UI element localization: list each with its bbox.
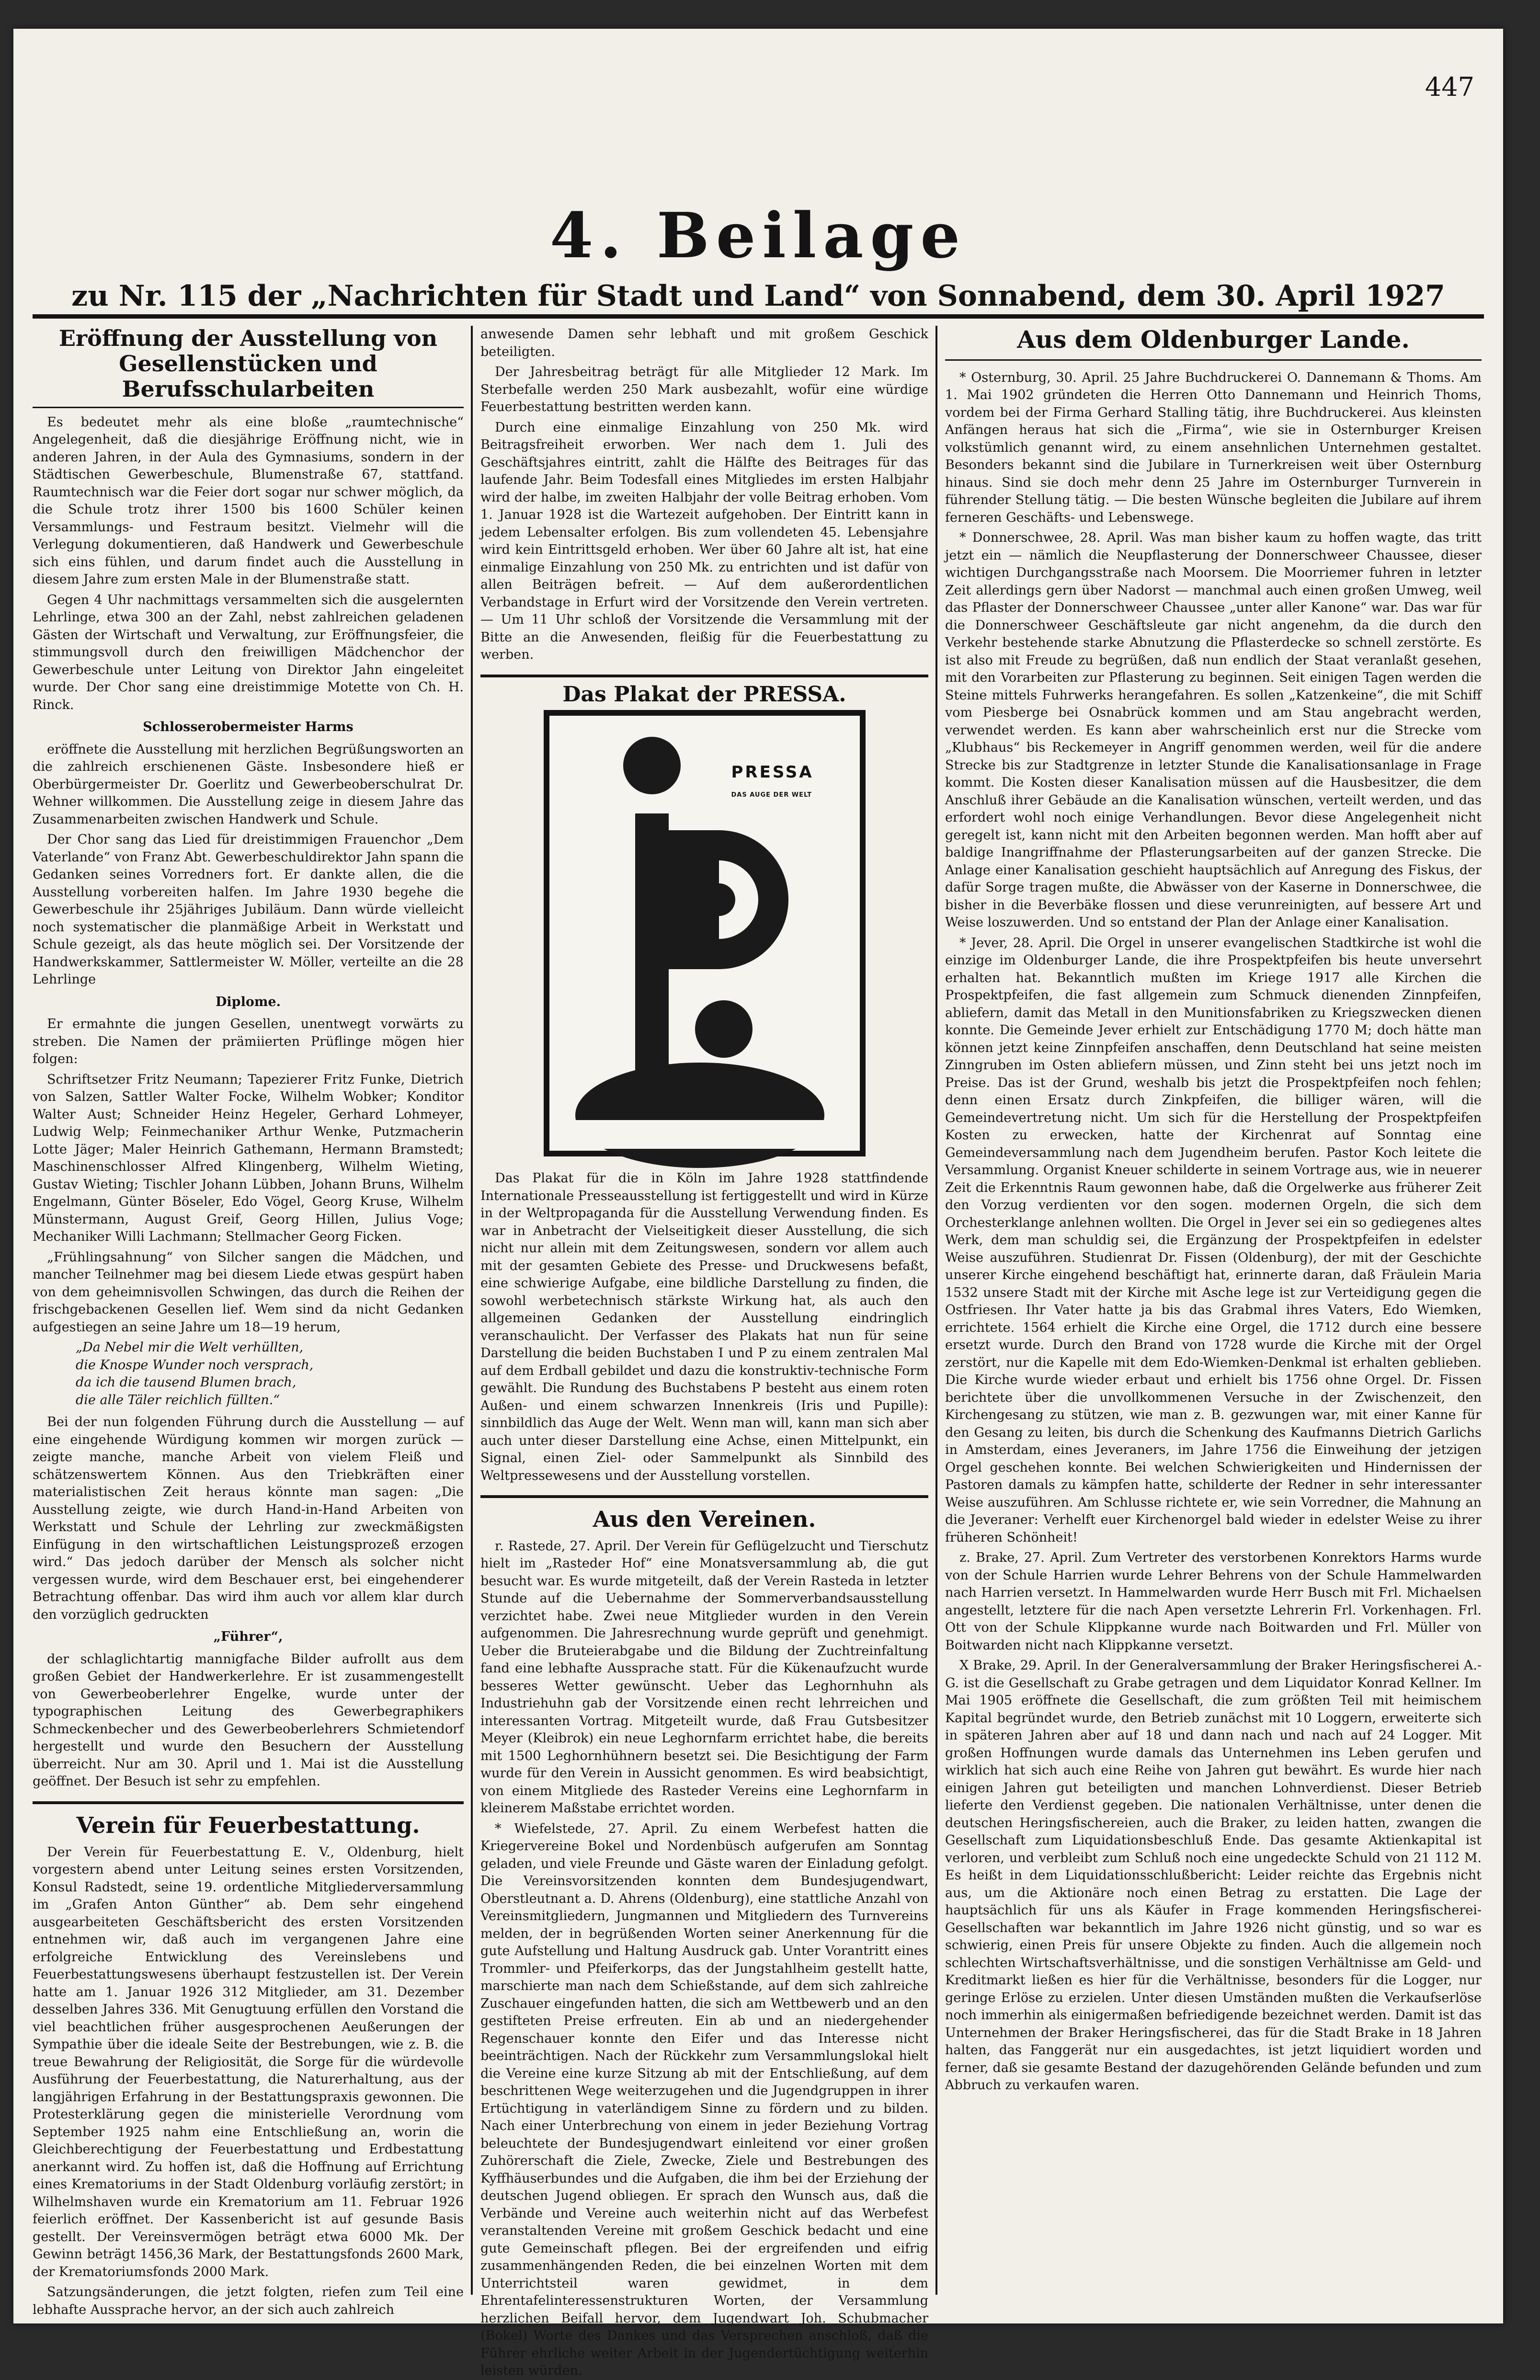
- letter-i-stem: [635, 813, 669, 1091]
- paragraph: X Brake, 29. April. In der Generalversammlung der Braker Heringsfischerei A.-G. ist die Gesellschaft zu Grabe getragen und dem Liquidator Konrad Kellner. Im Mai 1905 eröffnete die Gesellschaft, die zum größten Teil mit heimischem Kapital begründet wurde, den Betrieb zunächst mit 10 Loggern, erweiterte sich in späteren Jahren aber auf 18 und dann nach und nach auf 24 Logger. Mit großen Hoffnungen wurde damals das Unternehmen ins Leben gerufen und wirklich hat sich auch eine Reihe von Jahren gut bewährt. Es wurde hier nach einigen Jahren gut beteiligten und manchen Lohnverdienst. Dieser Betrieb lieferte den Verdienst gegeben. Die nationalen Verhältnisse, unter denen die deutschen Heringsfischereien, auch die Braker, zu leiden hatten, zwangen die Gesellschaft zum Liquidationsbeschluß Ende. Das gesamte Aktienkapital ist verloren, und verbleibt zum Schluß noch eine ungedeckte Schuld von 21 112 M. Es heißt in dem Liquidationsschlußbericht: Leider reichte das Ergebnis nicht aus, um die Aktionäre noch einen Betrag zu erstatten. Die Lage der hauptsächlich für uns als Käufer in Frage kommenden Heringsfischerei-Gesellschaften war bekanntlich im Jahre 1926 nicht günstig, und so war es schwierig, einen Preis für unsere Objekte zu finden. Auch die allgemein noch schlechten Wirtschaftsverhältnisse, und die sonstigen Verhältnisse am Geld- und Kreditmarkt ließen es hier für die Verhältnisse, besonders für die Logger, nur geringe Erlöse zu erzielen. Unter diesen Umständen mußten die Verkaufserlöse noch immerhin als einigermaßen befriedigende bezeichnet werden. Damit ist das Unternehmen der Braker Heringsfischerei, das für die Stadt Brake in 18 Jahren halten, das Fanggerät nur ein ausgedachtes, ist jetzt liquidiert worden und ferner, daß sie gesamte Bestand der dazugehörenden Gelände befunden und zum Abbruch zu verkaufen waren.: [945, 1658, 1482, 2093]
- poster-tagline: DAS AUGE DER WELT: [731, 791, 812, 799]
- paragraph: Es bedeutet mehr als eine bloße „raumtechnische“ Angelegenheit, daß die diesjährige Eröffnung nicht, wie in anderen Jahren, in der Aula des Gymnasiums, sondern in der Städtischen Gewerbeschule, Blumenstraße 67, stattfand. Raumtechnisch war die Feier dort sogar nur schwer möglich, da die Schule trotz ihrer 1500 bis 1600 Schüler keinen Versammlungs- und Festraum besitzt. Vielmehr will die Verlegung dokumentieren, daß Handwerk und Gewerbeschule sich eins fühlen, und darum findet auch die Ausstellung in diesem Jahre zum ersten Male in der Blumenstraße statt.: [33, 414, 464, 587]
- verse-line: da ich die tausend Blumen brach,: [76, 1375, 297, 1390]
- paragraph: Durch eine einmalige Einzahlung von 250 Mk. wird Beitragsfreiheit erworben. Wer nach dem 1. Juli des Geschäftsjahres eintritt, zahlt die Hälfte des Beitrages für das laufende Jahr. Beim Todesfall eines Mitgliedes im ersten Halbjahr wird der halbe, im zweiten Halbjahr der volle Beitrag erhoben. Vom 1. Januar 1928 ist die Wartezeit aufgehoben. Der Eintritt kann in jedem Lebensalter erfolgen. Bis zum vollendeten 45. Lebensjahre wird kein Eintrittsgeld erhoben. Wer über 60 Jahre alt ist, hat eine einmalige Einzahlung von 250 Mk. zu entrichten und ist dafür von allen Beiträgen befreit. — Auf dem außerordentlichen Verbandstage in Erfurt wird der Vorsitzende den Verein vertreten. — Um 11 Uhr schloß der Vorsitzende die Versammlung mit der Bitte an die Anwesenden, fleißig für die Feuerbestattung zu werben.: [480, 420, 928, 662]
- paragraph: * Osternburg, 30. April. 25 Jahre Buchdruckerei O. Dannemann & Thoms. Am 1. Mai 1902 gründeten die Herren Otto Dannemann und Heinrich Thoms, vordem bei der Firma Gerhard Stalling tätig, ihre Buchdruckerei. Aus kleinsten Anfängen heraus hat sich die „Firma“, wie sie in Osternburger Kreisen volkstümlich genannt wird, zu einem ansehnlichen Unternehmen gestaltet. Besonders bekannt sind die Jubilare in Turnerkreisen weit über Osternburg hinaus. Sind sie doch mehr denn 25 Jahre im Osternburger Turnverein in führender Stellung tätig. — Die besten Wünsche begleiten die Jubilare auf ihrem ferneren Geschäfts- und Lebenswege.: [945, 370, 1482, 525]
- i-dot-circle: [623, 737, 681, 794]
- verse-line: die Knospe Wunder noch versprach,: [76, 1357, 314, 1373]
- small-ball: [695, 1000, 753, 1058]
- globe-shape: [575, 1063, 824, 1168]
- subheading-diplome: Diplome.: [216, 994, 281, 1009]
- paragraph: der schlaglichtartig mannigfache Bilder aufrollt aus dem großen Gebiet der Handwerkerlehre. Er ist zusammengestellt von Gewerbeoberlehrer Engelke, wurde unter der typographischen Leitung des Gewerbegraphikers Schmeckenbecher und des Gewerbeoberlehrers Schmietendorf hergestellt und wurde den Besuchern der Ausstellung überreicht. Nur am 30. April und 1. Mai ist die Ausstellung geöffnet. Der Besuch ist sehr zu empfehlen.: [33, 1651, 464, 1789]
- article-heading: Aus den Vereinen.: [593, 1506, 816, 1532]
- poster-brand-text: PRESSA: [731, 763, 814, 782]
- paragraph: r. Rastede, 27. April. Der Verein für Geflügelzucht und Tierschutz hielt im „Rasteder Hof“ eine Monatsversammlung ab, die gut besucht war. Es wurde mitgeteilt, daß der Verein Rasteda in letzter Stunde auf die Uebernahme der Sommerverbandsausstellung verzichtet habe. Zwei neue Mitglieder wurden in den Verein aufgenommen. Die Jahresrechnung wurde geprüft und genehmigt. Ueber die Bruteierabgabe und die Bildung der Zuchtreinfaltung fand eine lebhafte Aussprache statt. Für die Kükenaufzucht wurde besseres Wetter gewünscht. Ueber das Leghornhuhn als Industriehuhn gab der Vorsitzende einen recht lehrreichen und interessanten Vortrag. Mitgeteilt wurde, daß Frau Gutsbesitzer Meyer (Kleibrok) ein neue Leghornfarm errichtet habe, die bereits mit 1500 Leghornhühnern besetzt sei. Die Besichtigung der Farm wurde für den Verein in Aussicht genommen. Es wird beabsichtigt, von einem Mitgliede des Rasteder Vereins eine Leghornfarm in kleinerem Maßstabe errichtet worden.: [480, 1538, 928, 1816]
- paragraph: Er ermahnte die jungen Gesellen, unentwegt vorwärts zu streben. Die Namen der prämiierten Prüflinge mögen hier folgen:: [33, 1017, 464, 1067]
- column-left: [33, 325, 464, 2317]
- article-heading: Das Plakat der PRESSA.: [562, 682, 846, 707]
- column-middle: [480, 326, 928, 2379]
- column-divider: [471, 326, 473, 2295]
- paragraph: Der Verein für Feuerbestattung E. V., Oldenburg, hielt vorgestern abend unter Leitung seines ersten Vorsitzenden, Konsul Radstedt, seine 19. ordentliche Mitgliederversammlung im „Grafen Anton Günther“ ab. Dem sehr eingehend ausgearbeiteten Geschäftsbericht des ersten Vorsitzenden entnehmen wir, daß auch im vergangenen Jahre eine erfolgreiche Entwicklung des Vereinslebens und Feuerbestattungswesens überhaupt festzustellen ist. Der Verein hatte am 1. Januar 1926 312 Mitglieder, am 31. Dezember desselben Jahres 336. Mit Genugtuung erfüllen den Vorstand die viel beachtlichen früher ausgesprochenen Aeußerungen der Sympathie über die ideale Seite der Bestrebungen, wie z. B. die treue Bewahrung der Religiosität, die Sorge für die würdevolle Ausführung der Feuerbestattung, die Naturerhaltung, aus der langjährigen Erfahrung in der Bestattungspraxis gewonnen. Die Protesterklärung gegen die ministerielle Verordnung vom September 1925 nahm eine Entschließung an, worin die Gleichberechtigung der Feuerbestattung und Erdbestattung anerkannt wird. Zu hoffen ist, daß die Hoffnung auf Errichtung eines Krematoriums in der Stadt Oldenburg vorläufig zerstört; in Wilhelmshaven wurde ein Krematorium am 11. Februar 1926 feierlich eröffnet. Der Kassenbericht ist auf gesunde Basis gestellt. Der Vereinsvermögen beträgt etwa 6000 Mk. Der Gewinn beträgt 1456,36 Mark, der Bestattungsfonds 2600 Mark, der Krematoriumsfonds 2000 Mark.: [33, 1844, 464, 2279]
- speaker-name: Schlosserobermeister Harms: [143, 720, 354, 735]
- article-heading: Verein für Feuerbestattung.: [76, 1812, 420, 1838]
- masthead-rule: [33, 314, 1484, 319]
- paragraph: Bei der nun folgenden Führung durch die Ausstellung — auf eine eingehende Würdigung kommen wir morgen zurück — zeigte manche, manche Arbeit von vielem Fleiß und schätzenswertem Können. Aus den Triebkräften einer materialistischen Zeit heraus könnte man sagen: „Die Ausstellung zeigte, wie durch Hand-in-Hand Arbeiten von Werkstatt und Schule der Lehrling zur zweckmäßigsten Einfügung in den wirtschaftlichen Leistungsprozeß erzogen wird.“ Das jedoch darüber der Mensch als solcher nicht vergessen wurde, wird dem Beschauer erst, bei eingehenderer Betrachtung offenbar. Das wird ihm auch vor allem klar durch den vorzüglich gedruckten: [33, 1415, 464, 1622]
- paragraph: Der Jahresbeitrag beträgt für alle Mitglieder 12 Mark. Im Sterbefalle werden 250 Mark ausbezahlt, wofür eine würdige Feuerbestattung bestritten werden kann.: [480, 365, 928, 414]
- paragraph: * Wiefelstede, 27. April. Zu einem Werbefest hatten die Kriegervereine Bokel und Nordenbüsch aufgerufen am Sonntag geladen, und viele Freunde und Gäste waren der Einladung gefolgt. Die Vereinsvorsitzenden konnten dem Bundesjugendwart, Oberstleutnant a. D. Ahrens (Oldenburg), eine stattliche Anzahl von Vereinsmitgliedern, Jungmannen und Mitgliedern des Turnvereins melden, der in begrüßenden Worten seiner Anerkennung für die gute Aufstellung und Haltung Ausdruck gab. Unter Vorantritt eines Trommler- und Pfeiferkorps, das der Jungstahlheim gestellt hatte, marschierte man nach dem Schießstande, auf dem sich zahlreiche Zuschauer eingefunden hatten, die sich am Wettbewerb und an den gestifteten Preise erfreuten. Ein ab und an niedergehender Regenschauer konnte den Eifer und das Interesse nicht beeinträchtigen. Nach der Rückkehr zum Versammlungslokal hielt die Vereine eine kurze Sitzung ab mit der Entschließung, auf dem beschrittenen Wege weiterzugehen und die Jugendgruppen in ihrer Ertüchtigung in vaterländigem Sinne zu fördern und zu bilden. Nach einer Unterbrechung von einem in jeder Beziehung Vortrag beleuchtete der Bundesjugendwart einleitend vor einer großen Zuhörerschaft die Ziele, Zwecke, Ziele und Bestrebungen des Kyffhäuserbundes und die Aufgaben, die ihm bei der Erziehung der deutschen Jugend obliegen. Er sprach den Wunsch aus, daß die Verbände und Vereine auch weiterhin nicht auf das Werbefest veranstaltenden Vereine mit großem Geschick bedacht und eine gute Gemeinschaft pflegen. Bei der ergreifenden und eifrig zusammenhängenden Reden, die bei einzelnen Worten mit dem Unterrichtsteil waren gewidmet, in dem Ehrentafelinteressenstrukturen Worten, der Versammlung herzlichen Beifall hervor, dem Jugendwart Joh. Schubmacher (Bokel) Worte des Dankes und das Versprechen anschloß, daß die Führer ehrliche weiter Arbeit in der Jugendertüchtigung weiterhin leisten würden.: [480, 1821, 928, 2379]
- section-rule: [33, 1801, 464, 1804]
- paragraph: eröffnete die Ausstellung mit herzlichen Begrüßungsworten an die zahlreich erschienenen Gäste. Insbesondere hieß er Oberbürgermeister Dr. Goerlitz und Gewerbeoberschulrat Dr. Wehner willkommen. Die Ausstellung zeige in diesem Jahre das Zusammenarbeiten zwischen Handwerk und Schule.: [33, 742, 464, 827]
- pressa-poster-graphic: [556, 722, 853, 1144]
- supplement-title: 4. Beilage: [549, 199, 967, 272]
- masthead: [13, 201, 1503, 313]
- paragraph: Das Plakat für die in Köln im Jahre 1928 stattfindende Internationale Presseausstellung ist fertiggestellt und wird in Kürze in der Weltpropaganda für die Ausstellung Verwendung finden. Es war in Anbetracht der Vielseitigkeit dieser Ausstellung, die sich nicht nur allein mit dem Zeitungswesen, sondern vor allem auch mit der gesamten Gebiete des Presse- und Druckwesens befaßt, eine schwierige Aufgabe, eine bildliche Darstellung zu finden, die sowohl werbetechnisch stärkste Wirkung hat, als auch den allgemeinen Gedanken der Ausstellung eindringlich veranschaulicht. Der Verfasser des Plakats hat nun für seine Darstellung die beiden Buchstaben I und P zu einem zentralen Mal auf dem Erdball gebildet und dazu die konstruktiv-technische Form gewählt. Die Rundung des Buchstabens P besteht aus einem roten Außen- und einem schwarzen Innenkreis (Iris und Pupille): sinnbildlich das Auge der Welt. Wenn man will, kann man sich aber auch unter dieser Darstellung eine Achse, einen Mittelpunkt, ein Signal, einen Ziel- oder Sammelpunkt als Sinnbild des Weltpressewesens und der Ausstellung vorstellen.: [480, 1171, 928, 1483]
- paragraph: „Frühlingsahnung“ von Silcher sangen die Mädchen, und mancher Teilnehmer mag bei diesem Liede etwas gespürt haben von dem geheimnisvollen Schwingen, das durch die Reihen der frischgebackenen Gesellen lief. Wem sind da nicht Gedanken aufgestiegen an seine Jahre um 18—19 herum,: [33, 1249, 464, 1335]
- article-heading: Eröffnung der Ausstellung von Gesellenstücken und Berufsschularbeiten: [58, 325, 438, 402]
- section-rule: [480, 1495, 928, 1498]
- subheading-fuehrer: „Führer“,: [213, 1629, 283, 1645]
- supplement-subtitle: zu Nr. 115 der „Nachrichten für Stadt und Land“ von Sonnabend, dem 30. April 1927: [71, 279, 1445, 313]
- poem-verse: [33, 1339, 464, 1409]
- section-rule: [480, 675, 928, 677]
- paragraph: Satzungsänderungen, die jetzt folgten, riefen zum Teil eine lebhafte Aussprache hervor, an der sich auch zahlreich: [33, 2285, 464, 2317]
- paragraph: Der Chor sang das Lied für dreistimmigen Frauenchor „Dem Vaterlande“ von Franz Abt. Gewerbeschuldirektor Jahn spann die Gedanken seines Vorredners fort. Er dankte allen, die die Ausstellung vorbereiten halfen. Im Jahre 1930 begehe die Gewerbeschule ihr 25jähriges Jubiläum. Dann würde vielleicht noch systematischer die planmäßige Arbeit in Werkstatt und Schule gezeigt, als das heute möglich sei. Der Vorsitzende der Handwerkskammer, Sattlermeister W. Möller, verteilte an die 28 Lehrlinge: [33, 832, 464, 987]
- column-divider: [935, 326, 937, 2295]
- pressa-poster: [544, 710, 866, 1156]
- verse-line: die alle Täler reichlich füllten.“: [76, 1392, 280, 1407]
- paragraph: Gegen 4 Uhr nachmittags versammelten sich die ausgelernten Lehrlinge, etwa 300 an der Zahl, nebst zahlreichen geladenen Gästen der Wirtschaft und Verwaltung, zur Eröffnungsfeier, die stimmungsvoll durch den freiwilligen Mädchenchor der Gewerbeschule unter Leitung von Direktor Jahn eingeleitet wurde. Der Chor sang eine dreistimmige Motette von Ch. H. Rinck.: [33, 592, 464, 712]
- page-number: 447: [1425, 72, 1474, 102]
- section-heading: Aus dem Oldenburger Lande.: [1017, 325, 1410, 354]
- pressa-poster-section: [480, 682, 928, 1157]
- heading-rule: [945, 359, 1482, 361]
- heading-rule: [33, 407, 464, 408]
- column-right: [945, 326, 1482, 2300]
- newspaper-page: [13, 29, 1503, 2379]
- paragraph: anwesende Damen sehr lebhaft und mit großem Geschick beteiligten.: [480, 327, 928, 359]
- graduate-list: Schriftsetzer Fritz Neumann; Tapezierer Fritz Funke, Dietrich von Salzen, Sattler Walter Focke, Wilhelm Wobker; Konditor Walter Aust; Schneider Heinz Hegeler, Gerhard Lohmeyer, Ludwig Welp; Feinmechaniker Arthur Wenke, Putzmacherin Lotte Jäger; Maler Heinrich Gathemann, Hermann Bramstedt; Maschinenschlosser Alfred Klingenberg, Wilhelm Wieting, Gustav Wieting; Tischler Johann Lübben, Johann Bruns, Wilhelm Engelmann, Günter Böseler, Edo Vögel, Georg Kruse, Wilhelm Münstermann, August Greif, Georg Hillen, Julius Voge; Mechaniker Willi Lachmann; Stellmacher Georg Ficken.: [33, 1072, 464, 1245]
- verse-line: „Da Nebel mir die Welt verhüllten,: [76, 1340, 304, 1355]
- paragraph: * Donnerschwee, 28. April. Was man bisher kaum zu hoffen wagte, das tritt jetzt ein — nämlich die Neupflasterung der Donnerschweer Chaussee, dieser wichtigen Durchgangsstraße nach Moorsem. Die Moorriemer fuhren in letzter Zeit allerdings gern über Nadorst — manchmal auch einen großen Umweg, weil das Pflaster der Donnerschweer Chaussee „unter aller Kanone“ war. Das war für die Donnerschweer Geschäftsleute gar nicht angenehm, da die durch den Verkehr bestehende starke Abnutzung die Pflasterdecke so schnell zerstörte. Es ist also mit Freude zu begrüßen, daß nun endlich der Staat veranlaßt gesehen, mit den Vorarbeiten zur Pflasterung zu beginnen. Seit einigen Tagen werden die Steine mittels Fuhrwerks herangefahren. Es sollen „Katzenkeine“, die mit Schiff vom Piesberge bei Osnabrück kommen und am Stau angebracht werden, verwendet werden. Es kann aber wahrscheinlich erst nur die Strecke vom „Klubhaus“ bis Reckemeyer in Angriff genommen werden, weil für die andere Strecke bis zur Stadtgrenze in letzter Stunde die Kanalisationsanlage in Frage kommt. Die Kosten dieser Kanalisation müssen auf die Hausbesitzer, die dem Anschluß ihrer Gebäude an die Kanalisation wünschen, verteilt werden, und das erfordert wohl noch einige Verhandlungen. Bevor diese Angelegenheit nicht geregelt ist, kann nicht mit den Arbeiten begonnen werden. Man hofft aber auf baldige Inangriffnahme der Pflasterungsarbeiten auf der ganzen Strecke. Die Anlage einer Kanalisation geschieht hauptsächlich auf Anregung des Fiskus, der dafür Sorge tragen mußte, die Abwässer von der Kaserne in Donnerschwee, die bisher in die Beverbäke flossen und diese verunreinigten, auf bessere Art und Weise loszuwerden. Und so entstand der Plan der Anlage einer Kanalisation.: [945, 530, 1482, 930]
- paragraph: z. Brake, 27. April. Zum Vertreter des verstorbenen Konrektors Harms wurde von der Schule Harrien wurde Lehrer Behrens von der Schule Hammelwarden nach Harrien versetzt. In Hammelwarden wurde Herr Busch mit Frl. Michaelsen angestellt, letztere für die nach Apen versetzte Lehrerin Frl. Vorkenhagen. Frl. Ott von der Schule Klippkanne wurde nach Boitwarden und Frl. Müller von Boitwarden nicht nach Klippkanne versetzt.: [945, 1550, 1482, 1653]
- paragraph: * Jever, 28. April. Die Orgel in unserer evangelischen Stadtkirche ist wohl die einzige im Oldenburger Lande, die ihre Prospektpfeifen bis heute unversehrt erhalten hat. Bekanntlich mußten im Kriege 1917 alle Kirchen die Prospektpfeifen, die fast allgemein zum Schmuck dienenden Zinnpfeifen, abliefern, damit das Metall in den Munitionsfabriken zu Kriegszwecken dienen konnte. Die Gemeinde Jever erhielt zur Entschädigung 1770 M; doch hätte man können jetzt keine Zinnpfeifen anschaffen, denn Deutschland hat seine meisten Zinngruben im Osten abliefern müssen, und Zinn steht bei uns jetzt noch im Preise. Das ist der Grund, weshalb bis jetzt die Prospektpfeifen noch fehlen; denn einen Ersatz durch Zinkpfeifen, die billiger wären, will die Gemeindevertretung nicht. Um sich für die Herstellung der Prospektpfeifen Kosten zu erwecken, hatte der Kirchenrat auf Sonntag eine Gemeindeversammlung nach dem Jugendheim berufen. Pastor Koch leitete die Versammlung. Organist Kneuer schilderte in seinem Vortrage aus, wie in neuerer Zeit die Erkenntnis Raum gewonnen habe, daß die Orgelwerke aus früherer Zeit den Vorzug verdienten vor den sogen. modernen Orgeln, die sich dem Orchesterklange anlehnen wollten. Die Orgel in Jever sei ein so gediegenes altes Werk, dem man schuldig sei, die Ergänzung der Prospektpfeifen in edelster Weise auszuführen. Studienrat Dr. Fissen (Oldenburg), der mit der Geschichte unserer Kirche eingehend beschäftigt hat, erinnerte daran, daß Fräulein Maria 1532 unsere Stadt mit der Kirche mit Asche lege ist zur Verteidigung gegen die Ostfriesen. Ihr Vater hatte ja bis das Grabmal ihres Vaters, Edo Wiemken, errichtete. 1564 erhielt die Kirche eine Orgel, die 1712 durch eine bessere ersetzt wurde. Durch den Brand von 1728 wurde die Kirche mit der Orgel zerstört, nur die Kapelle mit dem Edo-Wiemken-Denkmal ist erhalten geblieben. Die Kirche wurde wieder erbaut und erhielt bis 1756 ohne Orgel. Dr. Fissen berichtete über die unvollkommenen Versuche in der Zwischenzeit, den Kirchengesang zu stützen, wie man z. B. gezwungen war, mit einer Kanne für den Gesang zu leiten, bis durch die Schenkung des Kaufmanns Dietrich Garlichs in Amsterdam, eines Jeveraners, im Jahre 1756 die Einweihung der jetzigen Orgel geschehen konnte. Bei welchen Schwierigkeiten und Hindernissen der Pastoren damals zu kämpfen hatte, schilderte der Redner in sehr interessanter Weise auszuführen. Am Schlusse richtete er, wie sein Vorredner, die Mahnung an die Jeveraner: Verhelft euer Kirchenorgel bald wieder in edelster Weise zu ihrer früheren Schönheit!: [945, 935, 1482, 1545]
